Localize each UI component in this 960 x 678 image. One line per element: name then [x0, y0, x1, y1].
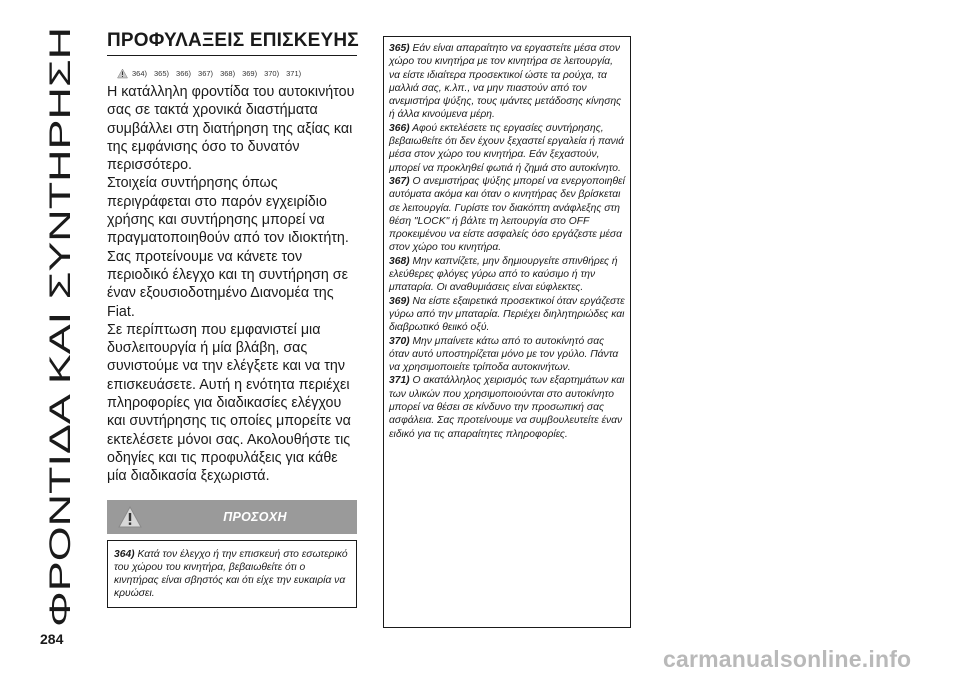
note-item: [389, 175, 625, 255]
note-number: 367): [389, 175, 410, 187]
reference-number[interactable]: 365): [154, 69, 170, 78]
reference-list: [117, 68, 357, 79]
section-title: ΠΡΟΦΥΛΑΞΕΙΣ ΕΠΙΣΚΕΥΗΣ: [107, 30, 357, 56]
body-paragraph: Η κατάλληλη φροντίδα του αυτοκινήτου σας σε τακτά χρονικά διαστήματα συμβάλλει στη διατήρηση της αξίας και της εμφάνισης όσο το δυνατόν περισσότερο.: [107, 84, 355, 174]
notes-list: [384, 37, 630, 441]
note-number: 368): [389, 255, 410, 267]
note-text: Μην καπνίζετε, μην δημιουργείτε σπινθήρες ή ελεύθερες φλόγες γύρω από το καύσιμο ή την μπαταρία. Οι αναθυμιάσεις είναι εύφλεκτες.: [389, 255, 618, 294]
note-number: 371): [389, 375, 410, 387]
watermark[interactable]: carmanualsonline.info: [663, 646, 912, 672]
reference-number[interactable]: 369): [242, 69, 258, 78]
reference-number[interactable]: 371): [286, 69, 302, 78]
reference-number[interactable]: 364): [132, 69, 148, 78]
warning-text: [114, 548, 352, 600]
warning-triangle-icon: [117, 68, 128, 79]
body-text: [107, 83, 357, 486]
reference-number[interactable]: 368): [220, 69, 236, 78]
note-text: Να είστε εξαιρετικά προσεκτικοί όταν εργάζεστε γύρω από την μπαταρία. Περιέχει διηλητηριώδες και διαβρωτικό θειικό οξύ.: [389, 295, 625, 334]
page-number: 284: [40, 631, 64, 647]
body-paragraph: Σε περίπτωση που εμφανιστεί μια δυσλειτουργία ή μία βλάβη, σας συνιστούμε να την ελέγξετε και να την επισκευάσετε. Αυτή η ενότητα περιέχει πληροφορίες για διαδικασίες ελέγχου και συντήρησης τις οποίες μπορείτε να εκτελέσετε μόνοι σας. Ακολουθήστε τις οδηγίες και τις προφυλάξεις για κάθε μία διαδικασία ξεχωριστά.: [107, 321, 351, 485]
body-paragraph: Στοιχεία συντήρησης όπως περιγράφεται στο παρόν εγχειρίδιο χρήσης και συντήρησης μπορεί να πραγματοποιηθούν από τον ιδιοκτήτη. Σας προτείνουμε να κάνετε τον περιοδικό έλεγχο και τη συντήρηση σε έναν εξουσιοδοτημένο Διανομέα της Fiat.: [107, 175, 349, 320]
reference-number[interactable]: 367): [198, 69, 214, 78]
note-text: Ο ακατάλληλος χειρισμός των εξαρτημάτων και των υλικών που χρησιμοποιούνται στο αυτοκίνητο μπορεί να θέσει σε κίνδυνο την προσωπική σας ασφάλεια. Σας προτείνουμε να συμβουλευτείτε έναν ειδικό για τις απαραίτητες πληροφορίες.: [389, 375, 625, 440]
warning-header: [107, 500, 357, 534]
warning-box: [107, 540, 357, 608]
note-item: [389, 374, 625, 440]
note-item: [389, 122, 625, 175]
note-text: Αφού εκτελέσετε τις εργασίες συντήρησης, βεβαιωθείτε ότι δεν έχουν ξεχαστεί εργαλεία ή πανιά μέσα στον χώρο του κινητήρα. Εάν ξεχαστούν, μπορεί να προκληθεί φωτιά ή ζημιά στο αυτοκίνητο.: [389, 122, 624, 174]
reference-number[interactable]: 370): [264, 69, 280, 78]
main-column: [107, 30, 357, 486]
note-item: [389, 255, 625, 295]
note-item: [389, 42, 625, 122]
note-text: Εάν είναι απαραίτητο να εργαστείτε μέσα στον χώρο του κινητήρα με τον κινητήρα σε λειτουργία, να είστε ιδιαίτερα προσεκτικοί ώστε τα ρούχα, τα μαλλιά σας, κ.λπ., να μην πιαστούν από τον ανεμιστήρα ψύξης, τους ιμάντες μετάδοσης κίνησης ή άλλα κινούμενα μέρη.: [389, 43, 622, 121]
note-item: [389, 335, 625, 375]
note-number: 366): [389, 122, 410, 134]
reference-number[interactable]: 366): [176, 69, 192, 78]
note-text: Ο ανεμιστήρας ψύξης μπορεί να ενεργοποιηθεί αυτόματα ακόμα και όταν ο κινητήρας δεν βρίσκεται σε λειτουργία. Γυρίστε τον διακόπτη ανάφλεξης στη θέση "LOCK" ή βάλτε τη λειτουργία στο OFF προκειμένου να είστε ασφαλείς όσο εργάζεστε μέσα στον χώρο του κινητήρα.: [389, 175, 625, 254]
note-number: 365): [389, 43, 410, 54]
note-number: 370): [389, 335, 410, 347]
warning-number: 364): [114, 549, 135, 560]
chapter-side-title: [38, 22, 84, 632]
chapter-side-title-text: ΦΡΟΝΤΙΔΑ ΚΑΙ ΣΥΝΤΗΡΗΣΗ: [44, 225, 77, 627]
note-text: Μην μπαίνετε κάτω από το αυτοκίνητό σας όταν αυτό υποστηρίζεται μόνο με τον γρύλο. Πάντα να χρησιμοποιείτε τρίποδα αυτοκινήτων.: [389, 335, 619, 374]
note-item: [389, 295, 625, 335]
warning-title: ΠΡΟΣΟΧΗ: [223, 510, 287, 524]
warning-body: Κατά τον έλεγχο ή την επισκευή στο εσωτερικό του χώρου του κινητήρα, βεβαιωθείτε ότι ο κινητήρας είναι σβηστός και ότι είχε την ευκαιρία να κρυώσει.: [114, 549, 348, 599]
notes-box: [383, 36, 631, 628]
note-number: 369): [389, 295, 410, 307]
